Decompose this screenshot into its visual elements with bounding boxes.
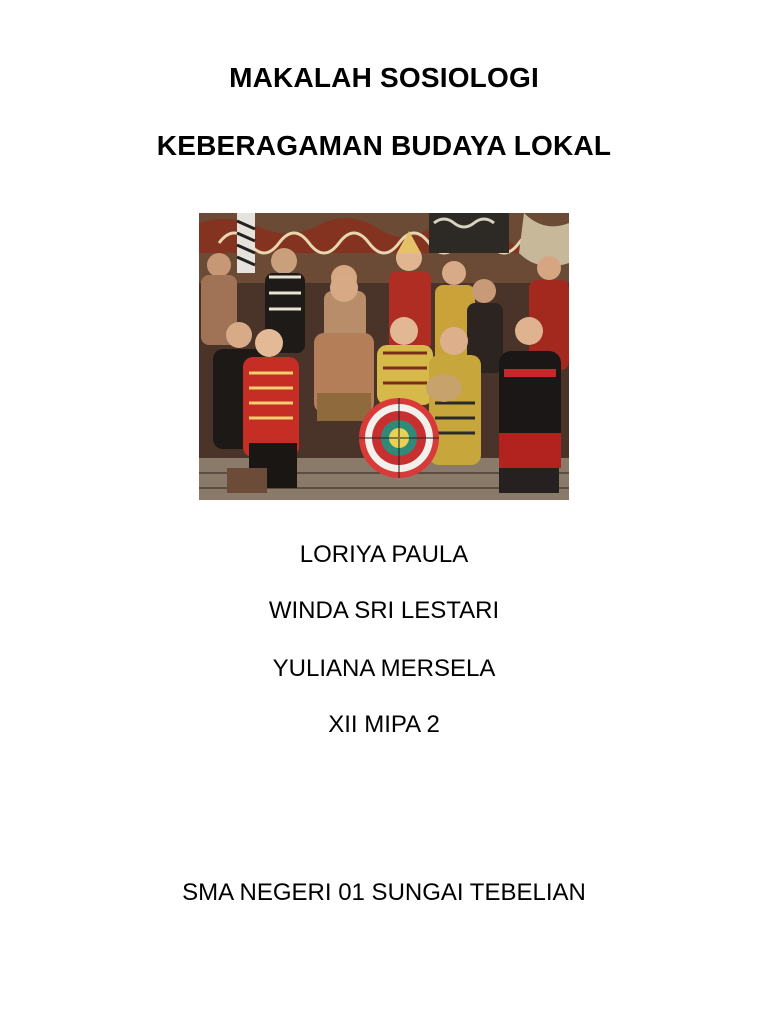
document-subtitle: KEBERAGAMAN BUDAYA LOKAL — [156, 130, 612, 161]
author-name: LORIYA PAULA — [299, 541, 469, 568]
author-name: YULIANA MERSELA — [272, 655, 496, 682]
document-title: MAKALAH SOSIOLOGI — [229, 62, 539, 93]
class-label: XII MIPA 2 — [328, 711, 440, 738]
author-name: WINDA SRI LESTARI — [268, 597, 500, 624]
school-name: SMA NEGERI 01 SUNGAI TEBELIAN — [182, 879, 586, 906]
cover-photo — [199, 213, 569, 500]
